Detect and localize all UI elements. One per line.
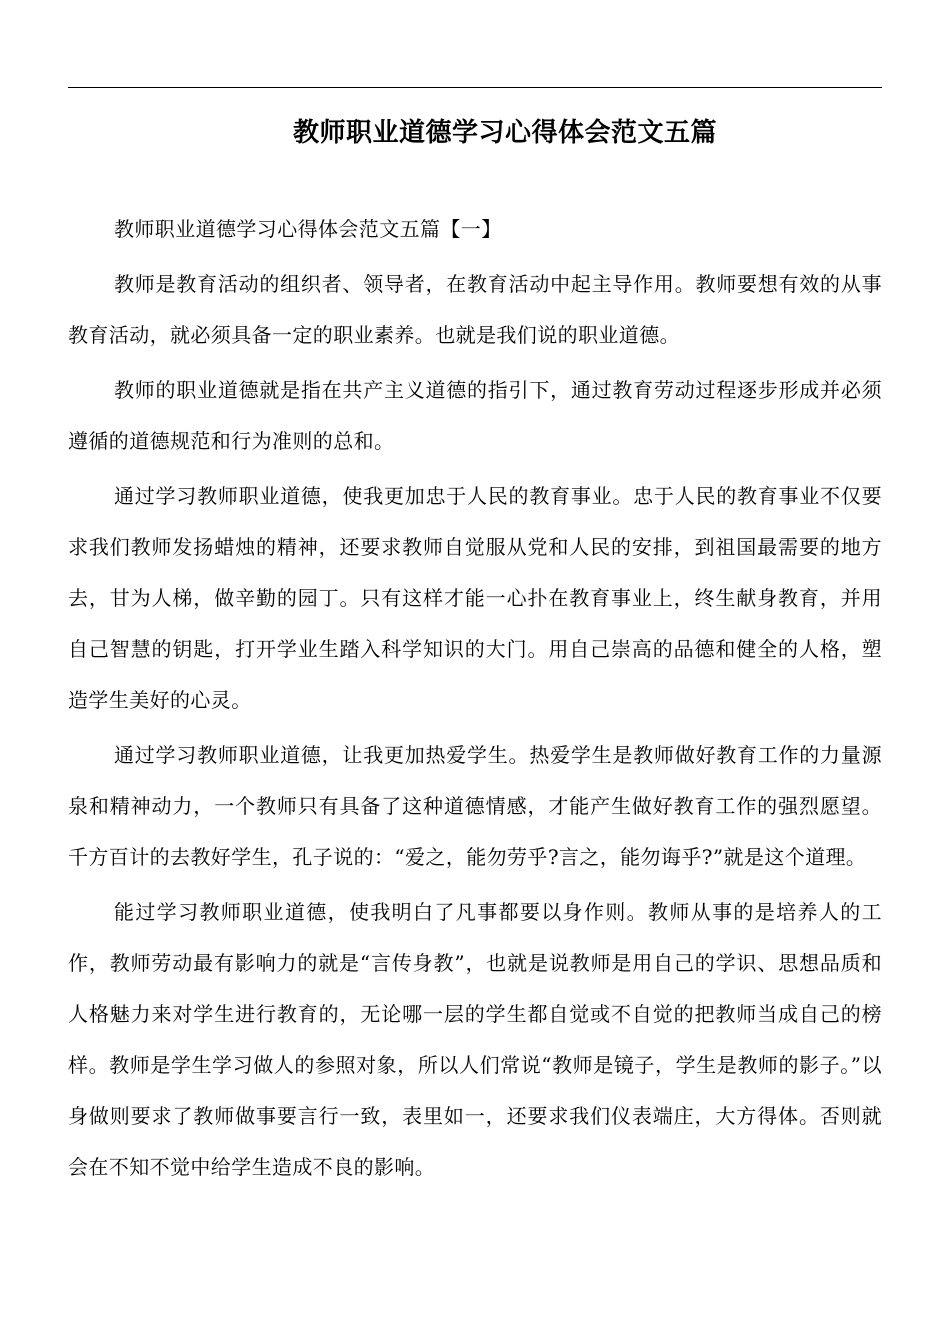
paragraph: 教师是教育活动的组织者、领导者，在教育活动中起主导作用。教师要想有效的从事教育活动，就必须具备一定的职业素养。也就是我们说的职业道德。	[68, 272, 882, 347]
paragraph: 通过学习教师职业道德，让我更加热爱学生。热爱学生是教师做好教育工作的力量源泉和精神动力，一个教师只有具备了这种道德情感，才能产生做好教育工作的强烈愿望。千方百计的去教好学生，孔子说的：“爱之，能勿劳乎?言之，能勿诲乎?”就是这个道理。	[68, 743, 882, 869]
header-rule	[68, 87, 882, 88]
document-body	[68, 204, 882, 1197]
section-heading: 教师职业道德学习心得体会范文五篇【一】	[114, 217, 502, 241]
paragraph: 能过学习教师职业道德，使我明白了凡事都要以身作则。教师从事的是培养人的工作，教师劳动最有影响力的就是“言传身教”，也就是说教师是用自己的学识、思想品质和人格魅力来对学生进行教育的，无论哪一层的学生都自觉或不自觉的把教师当成自己的榜样。教师是学生学习做人的参照对象，所以人们常说“教师是镜子，学生是教师的影子。”以身做则要求了教师做事要言行一致，表里如一，还要求我们仪表端庄，大方得体。否则就会在不知不觉中给学生造成不良的影响。	[68, 900, 882, 1179]
paragraph: 教师的职业道德就是指在共产主义道德的指引下，通过教育劳动过程逐步形成并必须遵循的道德规范和行为准则的总和。	[68, 378, 882, 453]
document-title: 教师职业道德学习心得体会范文五篇	[292, 118, 717, 149]
paragraph: 通过学习教师职业道德，使我更加忠于人民的教育事业。忠于人民的教育事业不仅要求我们教师发扬蜡烛的精神，还要求教师自觉服从党和人民的安排，到祖国最需要的地方去，甘为人梯，做辛勤的园丁。只有这样才能一心扑在教育事业上，终生献身教育，并用自己智慧的钥匙，打开学业生踏入科学知识的大门。用自己崇高的品德和健全的人格，塑造学生美好的心灵。	[68, 484, 882, 712]
